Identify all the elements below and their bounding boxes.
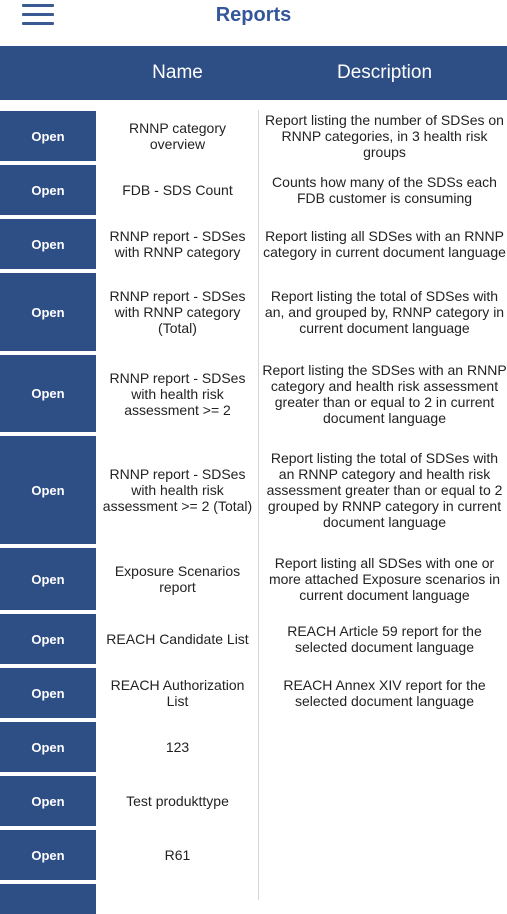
report-name: 123 [165,739,190,755]
table-row [0,548,507,610]
report-name: RNNP report - SDSes with RNNP category [109,228,246,260]
open-report-button[interactable]: Open [0,219,96,269]
open-report-button[interactable]: Open [0,614,96,664]
table-row [0,668,507,718]
table-row [0,165,507,215]
report-description [262,830,507,880]
page-title: Reports [215,4,292,26]
report-description: Report listing all SDSes with an RNNP category in current document language [263,228,506,260]
table-row [0,830,507,880]
report-name: RNNP category overview [128,120,226,152]
report-description: REACH Annex XIV report for the selected document language [283,677,486,709]
report-name: R61 [164,847,191,863]
open-report-button[interactable]: Open [0,548,96,610]
open-report-button[interactable]: Open [0,436,96,544]
report-name: FDB - SDS Count [122,182,233,198]
open-report-button[interactable]: Open [0,722,96,772]
report-description: Report listing the SDSes with an RNNP category and health risk assessment greater than or equal to 2 in current document language [262,361,507,426]
report-name: RNNP report - SDSes with health risk assessment >= 2 (Total) [102,466,253,514]
open-report-button[interactable]: Open [0,273,96,351]
table-row [0,884,507,914]
table-row [0,614,507,664]
column-header-name: Name [152,62,203,83]
top-bar [0,0,507,44]
report-description [262,884,507,914]
report-name: REACH Candidate List [106,631,249,647]
report-name: REACH Authorization List [110,677,245,709]
report-description: Report listing all SDSes with one or more attached Exposure scenarios in current document language [268,555,501,603]
report-name: Exposure Scenarios report [114,563,241,595]
report-description: Report listing the total of SDSes with an, and grouped by, RNNP category in current document language [264,288,505,336]
report-name: RNNP report - SDSes with health risk assessment >= 2 [109,369,246,418]
report-description [262,722,507,772]
open-report-button[interactable]: Open [0,668,96,718]
open-report-button[interactable]: Open [0,165,96,215]
table-row [0,436,507,544]
table-row [0,111,507,161]
open-report-button[interactable]: Open [0,355,96,432]
table-row [0,273,507,351]
table-row [0,722,507,772]
open-report-button[interactable]: Open [0,830,96,880]
table-row [0,776,507,826]
open-report-button[interactable]: Open [0,111,96,161]
open-report-button[interactable] [0,884,96,914]
report-description: Report listing the total of SDSes with an RNNP category and health risk assessment greater than or equal to 2 grouped by RNNP category in current document language [266,450,503,530]
report-description [262,776,507,826]
table-header [0,46,507,100]
table-row [0,355,507,432]
report-name: Test produkttype [126,793,229,809]
report-description: Counts how many of the SDSs each FDB customer is consuming [272,174,497,206]
report-name: RNNP report - SDSes with RNNP category (Total) [109,288,246,336]
open-report-button[interactable]: Open [0,776,96,826]
table-row [0,219,507,269]
column-header-description: Description [336,62,433,83]
report-description: Report listing the number of SDSes on RNNP categories, in 3 health risk groups [265,112,504,160]
report-name [100,884,255,914]
report-description: REACH Article 59 report for the selected document language [287,623,482,655]
